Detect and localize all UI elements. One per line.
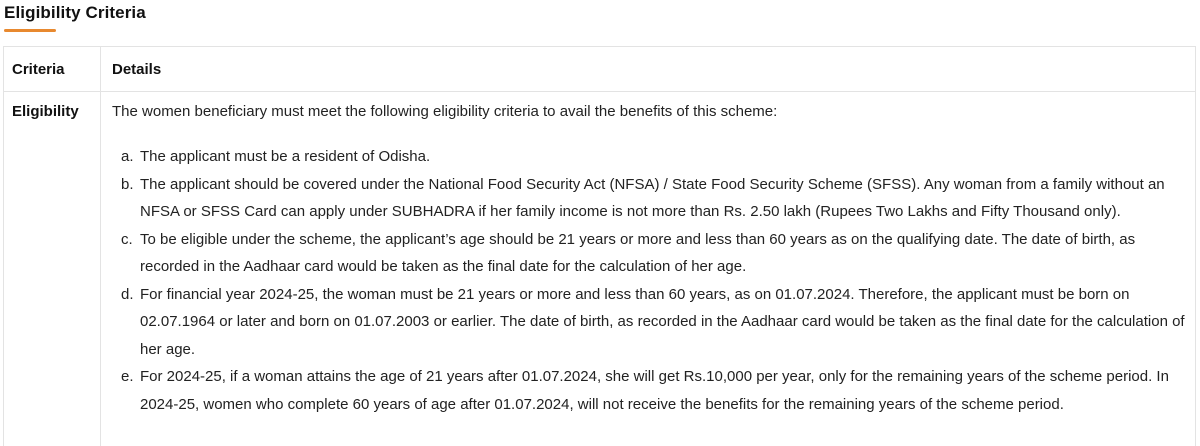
list-item-text: To be eligible under the scheme, the applicant’s age should be 21 years or more and less than 60 years as on the qualifying date. The date of birth, as recorded in the Aadhaar card would be taken as the final date for the calculation of her age. — [140, 230, 1136, 275]
column-divider — [100, 47, 101, 446]
list-item — [112, 363, 1192, 418]
section-title: Eligibility Criteria — [4, 3, 146, 22]
list-item-text: The applicant must be a resident of Odisha. — [140, 148, 431, 165]
list-item-text: The applicant should be covered under the National Food Security Act (NFSA) / State Food Security Scheme (SFSS). Any woman from a family without an NFSA or SFSS Card can apply under SUBHADRA if her family income is not more than Rs. 2.50 lakh (Rupees Two Lakhs and Fifty Thousand only). — [140, 175, 1165, 220]
table-header-row — [4, 47, 1195, 92]
list-item-marker: a. — [121, 148, 134, 165]
list-item — [112, 226, 1192, 281]
eligibility-table — [3, 46, 1196, 446]
details-intro: The women beneficiary must meet the following eligibility criteria to avail the benefits of this scheme: — [112, 103, 778, 120]
list-item — [112, 281, 1192, 364]
list-item-text: For 2024-25, if a woman attains the age of 21 years after 01.07.2024, she will get Rs.10,000 per year, only for the remaining years of the scheme period. In 2024-25, women who complete 60 years of age after 01.07.2024, will not receive the benefits for the remaining years of the scheme period. — [140, 368, 1169, 413]
list-item — [112, 171, 1192, 226]
list-item-marker: b. — [121, 175, 134, 193]
header-criteria: Criteria — [12, 61, 65, 78]
list-item-marker: c. — [121, 230, 133, 248]
list-item-marker: e. — [121, 368, 134, 385]
criteria-cell-eligibility: Eligibility — [12, 103, 79, 120]
list-item — [112, 143, 1192, 171]
criteria-list — [112, 143, 1192, 418]
list-item-marker: d. — [121, 285, 134, 303]
list-item-text: For financial year 2024-25, the woman must be 21 years or more and less than 60 years, as on 01.07.2024. Therefore, the applicant must be born on 02.07.1964 or later and born on 01.07.2003 or earlier. The date of birth, as recorded in the Aadhaar card would be taken as the final date for the calculation of her age. — [140, 285, 1185, 358]
header-details: Details — [112, 61, 162, 78]
details-cell — [112, 101, 1192, 418]
title-underline — [4, 29, 56, 32]
